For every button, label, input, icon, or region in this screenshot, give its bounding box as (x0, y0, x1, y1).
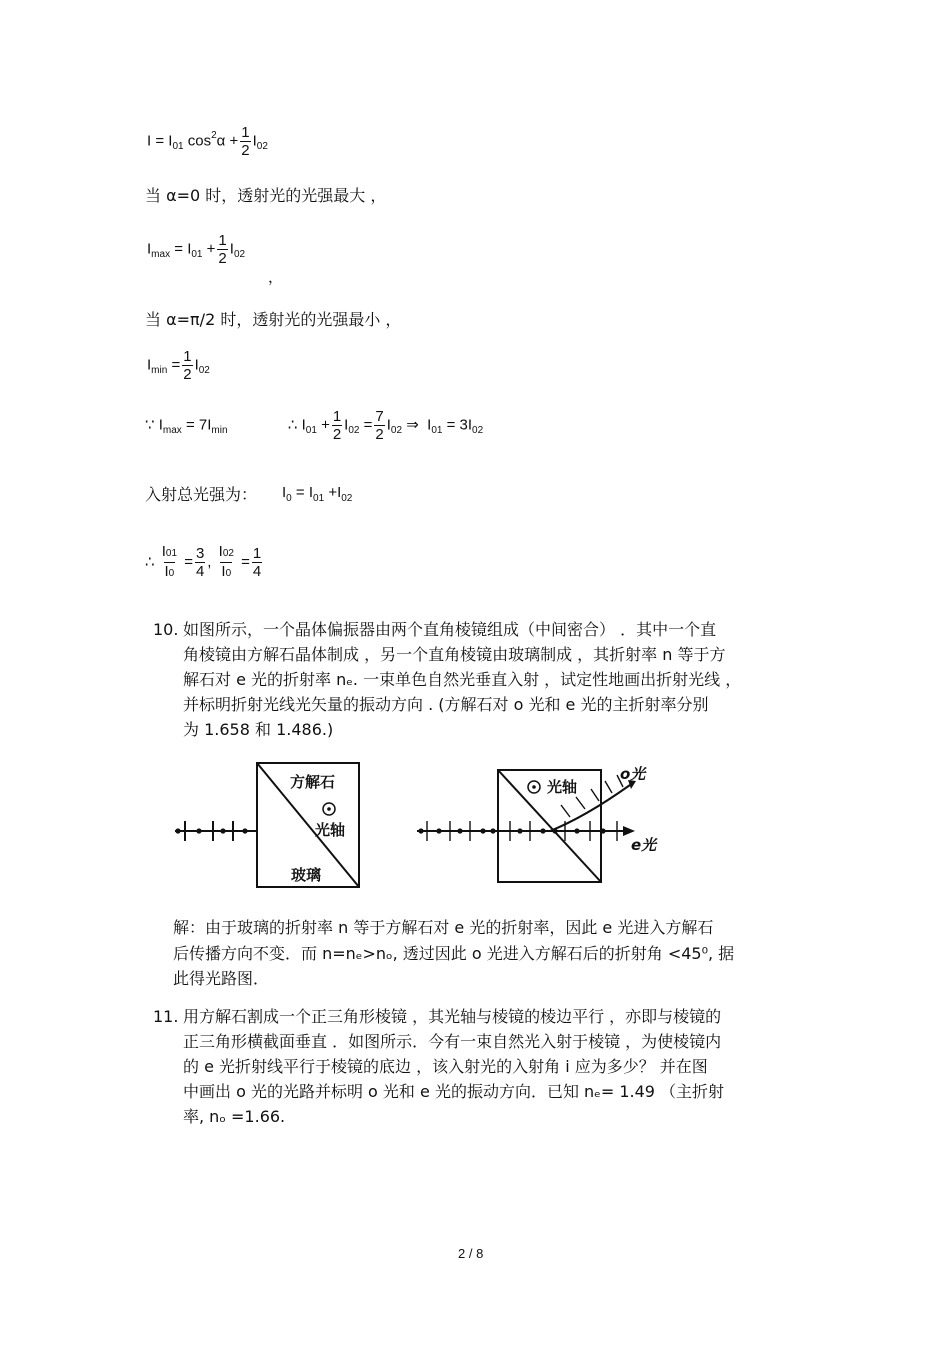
e-ray-arrowhead (623, 826, 635, 836)
problem-11-line-2: 正三角形横截面垂直 ．如图所示．今有一束自然光入射于棱镜 ，为使棱镜内 (183, 1032, 722, 1051)
problem-11-line-1: 用方解石割成一个正三角形棱镜 ，其光轴与棱镜的棱边平行 ，亦即与棱镜的 (183, 1007, 722, 1026)
text-min-condition: 当 α=π/2 时，透射光的光强最小 ， (145, 310, 402, 329)
problem-10-line-5: 为 1.658 和 1.486.) (183, 720, 334, 739)
equation-max: $I_{max} = I_{01}$ + $\frac{1}{2}$ $I_{02}$ (147, 232, 246, 267)
problem-10-line-1: 如图所示，一个晶体偏振器由两个直角棱镜组成（中间密合） ．其中一个直 (183, 620, 717, 639)
label-e-ray: e光 (631, 836, 657, 854)
page-number: 2 / 8 (458, 1246, 484, 1261)
problem-11-line-3: 的 e 光折射线平行于棱镜的底边 ，该入射光的入射角 i 应为多少？ 并在图 (183, 1057, 708, 1076)
equation-max-comma: ， (268, 269, 284, 286)
label-o-ray: o光 (620, 765, 646, 783)
label-optic-axis-right: 光轴 (547, 778, 578, 796)
equation-min: $I_{min}$ = $\frac{1}{2}$ $I_{02}$ (147, 348, 210, 383)
solution-10-line-3: 此得光路图． (173, 969, 270, 988)
label-optic-axis-left: 光轴 (315, 821, 346, 839)
optic-axis-symbol-right (528, 781, 540, 793)
problem-10-line-2: 角棱镜由方解石晶体制成 ，另一个直角棱镜由玻璃制成 ，其折射率 n 等于方 (183, 645, 726, 664)
solution-10-line-1: 解：由于玻璃的折射率 n 等于方解石对 e 光的折射率，因此 e 光进入方解石 (173, 918, 714, 937)
equation-because: ∵ $I_{max} = 7I_{min}$ ∴ $I_{01}$ + $\frac{1}{2}$ $I_{02}$ = $\frac{7}{2}$ $I_{02}$ ⇒ $I_{01} = 3I_{02}$ (145, 408, 484, 443)
text-total-label: 入射总光强为： (145, 485, 258, 504)
equation-intensity: $I = I_{01}$ $\cos^2\alpha$ + $\frac{1}{2}$ $I_{02}$ (147, 124, 268, 159)
problem-11-line-5: 率, nₒ =1.66. (183, 1107, 286, 1126)
equation-ratio: ∴ $\frac{I01}{I0}$ = $\frac{3}{4}$ , $\frac{I02}{I0}$ = $\frac{1}{4}$ (145, 543, 262, 580)
solution-10-line-2: 后传播方向不变．而 n=nₑ>nₒ, 透过因此 o 光进入方解石后的折射角 <45⁰, 据 (173, 944, 735, 963)
problem-10-number: 10. (153, 620, 179, 639)
label-calcite: 方解石 (290, 773, 336, 791)
problem-11-number: 11. (153, 1007, 179, 1026)
text-max-condition: 当 α=0 时，透射光的光强最大 ， (145, 186, 387, 205)
label-glass: 玻璃 (291, 866, 322, 884)
equation-total: $I_0 = I_{01} +I_{02}$ (282, 484, 353, 504)
problem-11-line-4: 中画出 o 光的光路并标明 o 光和 e 光的振动方向．已知 nₑ= 1.49 （主折射 (183, 1082, 725, 1101)
problem-10-line-3: 解石对 e 光的折射率 nₑ. 一束单色自然光垂直入射 ，试定性地画出折射光线 ， (183, 670, 742, 689)
polarizer-figure (165, 755, 665, 895)
problem-10-line-4: 并标明折射光线光矢量的振动方向 . (方解石对 o 光和 e 光的主折射率分别 (183, 695, 709, 714)
optic-axis-symbol-left (323, 803, 335, 815)
